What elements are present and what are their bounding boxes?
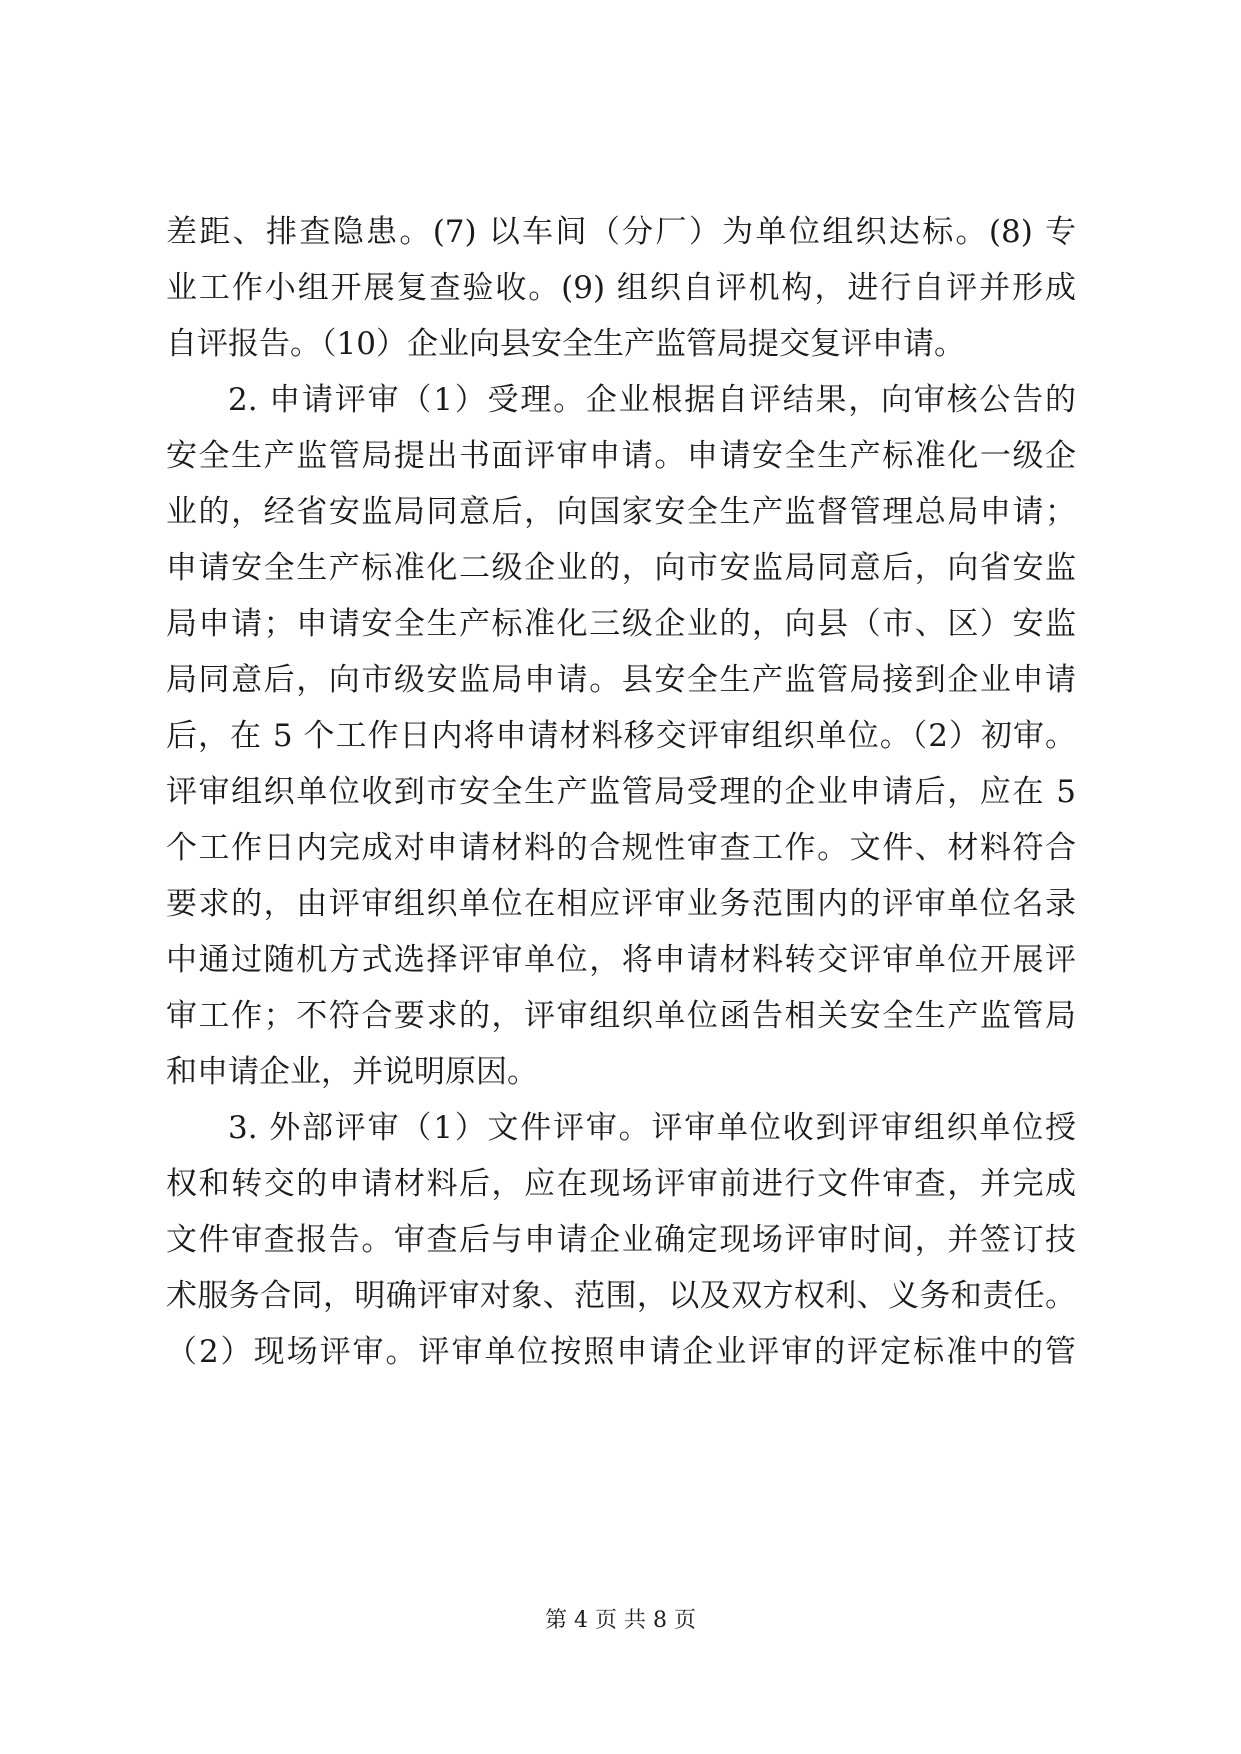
body-text-line: 申请安全生产标准化二级企业的，向市安监局同意后，向省安监 bbox=[166, 550, 1076, 586]
body-text-line: 局申请；申请安全生产标准化三级企业的，向县（市、区）安监 bbox=[166, 606, 1076, 642]
body-text-line: 后，在 5 个工作日内将申请材料移交评审组织单位。（2）初审。 bbox=[166, 718, 1076, 754]
body-text-line: 权和转交的申请材料后，应在现场评审前进行文件审查，并完成 bbox=[166, 1166, 1076, 1202]
body-text-line: 评审组织单位收到市安全生产监管局受理的企业申请后，应在 5 bbox=[166, 774, 1076, 810]
body-text-line: 业的，经省安监局同意后，向国家安全生产监督管理总局申请； bbox=[166, 494, 1076, 530]
body-text-line: 个工作日内完成对申请材料的合规性审查工作。文件、材料符合 bbox=[166, 830, 1076, 866]
body-text-line: 安全生产监管局提出书面评审申请。申请安全生产标准化一级企 bbox=[166, 438, 1076, 474]
body-text-line: 要求的，由评审组织单位在相应评审业务范围内的评审单位名录 bbox=[166, 886, 1076, 922]
body-text-line: 局同意后，向市级安监局申请。县安全生产监管局接到企业申请 bbox=[166, 662, 1076, 698]
body-text-line: 中通过随机方式选择评审单位，将申请材料转交评审单位开展评 bbox=[166, 942, 1076, 978]
body-text-line: 术服务合同，明确评审对象、范围，以及双方权利、义务和责任。 bbox=[166, 1278, 1076, 1314]
body-text-line: 和申请企业，并说明原因。 bbox=[166, 1054, 538, 1090]
body-text-line: 审工作；不符合要求的，评审组织单位函告相关安全生产监管局 bbox=[166, 998, 1076, 1034]
body-text-line: 文件审查报告。审查后与申请企业确定现场评审时间，并签订技 bbox=[166, 1222, 1076, 1258]
section-3-heading-line: 3. 外部评审（1）文件评审。评审单位收到评审组织单位授 bbox=[228, 1110, 1076, 1146]
body-text-line: 差距、排查隐患。(7) 以车间（分厂）为单位组织达标。(8) 专 bbox=[166, 214, 1076, 250]
body-text-line: 业工作小组开展复查验收。(9) 组织自评机构，进行自评并形成 bbox=[166, 270, 1076, 306]
page-number-footer: 第 4 页 共 8 页 bbox=[545, 1608, 696, 1633]
body-text-line: 自评报告。（10）企业向县安全生产监管局提交复评申请。 bbox=[166, 326, 965, 362]
section-2-heading-line: 2. 申请评审（1）受理。企业根据自评结果，向审核公告的 bbox=[228, 382, 1076, 418]
body-text-line: （2）现场评审。评审单位按照申请企业评审的评定标准中的管 bbox=[166, 1334, 1076, 1370]
